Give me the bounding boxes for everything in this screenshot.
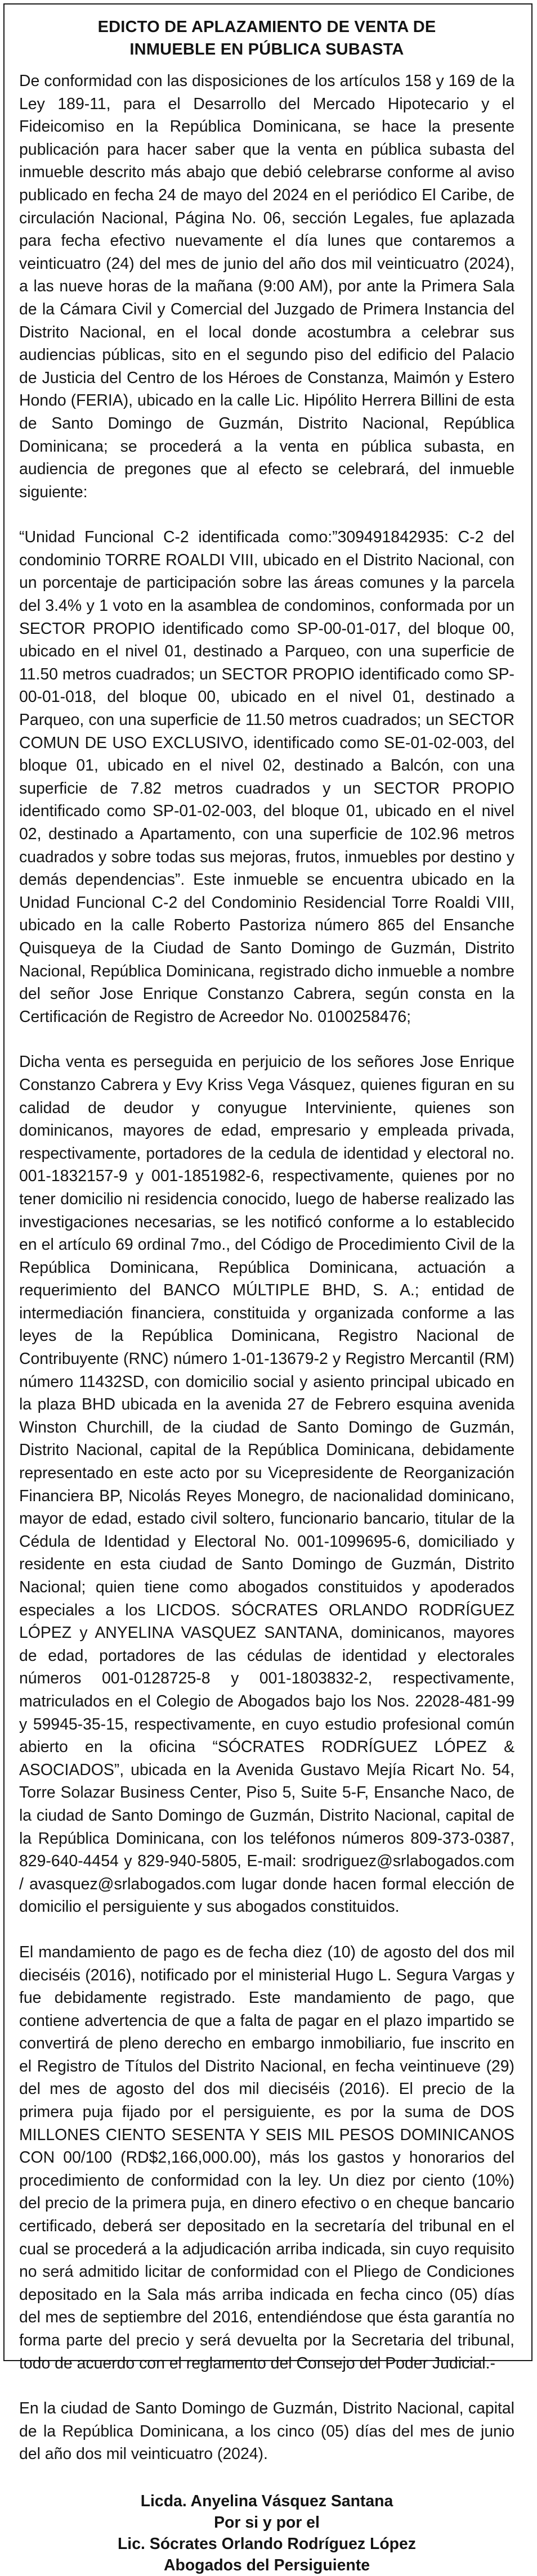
- signature-line-3: Lic. Sócrates Orlando Rodríguez López: [117, 2534, 417, 2553]
- paragraph-parties: Dicha venta es perseguida en perjuicio de los señores Jose Enrique Constanzo Cabrera y Evy Kriss Vega Vásquez, quienes figuran en su calidad de deudor y conyugue Interviniente, quienes son dominicanos, mayores de edad, empresario y empleada privada, respectivamente, portadores de la cedula de identidad y electoral no. 001-1832157-9 y 001-1851982-6, respectivamente, quienes por no tener domicilio ni residencia conocido, luego de haberse realizado las investigaciones necesarias, se les notificó conforme a lo establecido en el artículo 69 ordinal 7mo., del Código de Procedimiento Civil de la República Dominicana, República Dominicana, actuación a requerimiento del BANCO MÚLTIPLE BHD, S. A.; entidad de intermediación financiera, constituida y organizada conforme a las leyes de la República Dominicana, Registro Nacional de Contribuyente (RNC) número 1-01-13679-2 y Registro Mercantil (RM) número 11432SD, con domicilio social y asiento principal ubicado en la plaza BHD ubicada en la avenida 27 de Febrero esquina avenida Winston Churchill, de la ciudad de Santo Domingo de Guzmán, Distrito Nacional, capital de la República Dominicana, debidamente representado en este acto por su Vicepresidente de Reorganización Financiera BP, Nicolás Reyes Monegro, de nacionalidad dominicano, mayor de edad, estado civil soltero, funcionario bancario, titular de la Cédula de Identidad y Electoral No. 001-1099695-6, domiciliado y residente en esta ciudad de Santo Domingo de Guzmán, Distrito Nacional; quien tiene como abogados constituidos y apoderados especiales a los LICDOS. SÓCRATES ORLANDO RODRÍGUEZ LÓPEZ y ANYELINA VASQUEZ SANTANA, dominicanos, mayores de edad, portadores de las cédulas de identidad y electorales números 001-0128725-8 y 001-1803832-2, respectivamente, matriculados en el Colegio de Abogados bajo los Nos. 22028-481-99 y 59945-35-15, respectivamente, en cuyo estudio profesional común abierto en la oficina “SÓCRATES RODRÍGUEZ LÓPEZ & ASOCIADOS”, ubicada en la Avenida Gustavo Mejía Ricart No. 54, Torre Solazar Business Center, Piso 5, Suite 5-F, Ensanche Naco, de la ciudad de Santo Domingo de Guzmán, Distrito Nacional, capital de la República Dominicana, con los teléfonos números 809-373-0387, 829-640-4454 y 829-940-5805, E-mail: srodriguez@srlabogados.com / avasquez@srlabogados.com lugar donde hacen formal elección de domicilio el persiguiente y sus abogados constituidos.: [19, 1053, 514, 1916]
- notice-title-line-2: INMUEBLE EN PÚBLICA SUBASTA: [129, 40, 404, 58]
- legal-notice: [19, 16, 514, 2576]
- signature-line-1: Licda. Anyelina Vásquez Santana: [140, 2492, 393, 2510]
- paragraph-announcement: De conformidad con las disposiciones de los artículos 158 y 169 de la Ley 189-11, para el Desarrollo del Mercado Hipotecario y el Fideicomiso en la República Dominicana, se hace la presente publicación para hacer saber que la venta en pública subasta del inmueble descrito más abajo que debió celebrarse conforme al aviso publicado en fecha 24 de mayo del 2024 en el periódico El Caribe, de circulación Nacional, Página No. 06, sección Legales, fue aplazada para fecha efectivo nuevamente el día lunes que contaremos a veinticuatro (24) del mes de junio del año dos mil veinticuatro (2024), a las nueve horas de la mañana (9:00 AM), por ante la Primera Sala de la Cámara Civil y Comercial del Juzgado de Primera Instancia del Distrito Nacional, en el local donde acostumbra a celebrar sus audiencias públicas, sito en el segundo piso del edificio del Palacio de Justicia del Centro de los Héroes de Constanza, Maimón y Estero Hondo (FERIA), ubicado en la calle Lic. Hipólito Herrera Billini de esta de Santo Domingo de Guzmán, Distrito Nacional, República Dominicana; se procederá a la venta en pública subasta, en audiencia de pregones que al efecto se celebrará, del inmueble siguiente:: [19, 72, 514, 501]
- paragraph-date-place: En la ciudad de Santo Domingo de Guzmán, Distrito Nacional, capital de la República Dominicana, a los cinco (05) días del mes de junio del año dos mil veinticuatro (2024).: [19, 2399, 514, 2464]
- paragraph-payment-order: El mandamiento de pago es de fecha diez (10) de agosto del dos mil dieciséis (2016), notificado por el ministerial Hugo L. Segura Vargas y fue debidamente registrado. Este mandamiento de pago, que contiene advertencia de que a falta de pagar en el plazo impartido se convertirá de pleno derecho en embargo inmobiliario, fue inscrito en el Registro de Títulos del Distrito Nacional, en fecha veintinueve (29) del mes de agosto del dos mil dieciséis (2016). El precio de la primera puja fijado por el persiguiente, es por la suma de DOS MILLONES CIENTO SESENTA Y SEIS MIL PESOS DOMINICANOS CON 00/100 (RD$2,166,000.00), más los gastos y honorarios del procedimiento de conformidad con la ley. Un diez por ciento (10%) del precio de la primera puja, en dinero efectivo o en cheque bancario certificado, deberá ser depositado en la secretaría del tribunal en el cual se procederá a la adjudicación arriba indicada, sin cuyo requisito no será admitido licitar de conformidad con el Pliego de Condiciones depositado en la Sala más arriba indicada en fecha cinco (05) días del mes de septiembre del 2016, entendiéndose que ésta garantía no forma parte del precio y será devuelta por la Secretaria del tribunal, todo de acuerdo con el reglamento del Consejo del Poder Judicial.-: [19, 1943, 514, 2372]
- notice-title: [19, 16, 514, 61]
- signature-line-4: Abogados del Persiguiente: [164, 2556, 370, 2574]
- paragraph-property-description: “Unidad Funcional C-2 identificada como:”309491842935: C-2 del condominio TORRE ROALDI VIII, ubicado en el Distrito Nacional, con un porcentaje de participación sobre las áreas comunes y la parcela del 3.4% y 1 voto en la asamblea de condominos, conformada por un SECTOR PROPIO identificado como SP-00-01-017, del bloque 00, ubicado en el nivel 01, destinado a Parqueo, con una superficie de 11.50 metros cuadrados; un SECTOR PROPIO identificado como SP-00-01-018, del bloque 00, ubicado en el nivel 01, destinado a Parqueo, con una superficie de 11.50 metros cuadrados; un SECTOR COMUN DE USO EXCLUSIVO, identificado como SE-01-02-003, del bloque 01, ubicado en el nivel 02, destinado a Balcón, con una superficie de 7.82 metros cuadrados y un SECTOR PROPIO identificado como SP-01-02-003, del bloque 01, ubicado en el nivel 02, destinado a Apartamento, con una superficie de 102.96 metros cuadrados y sobre todas sus mejoras, frutos, inmuebles por destino y demás dependencias”. Este inmueble se encuentra ubicado en la Unidad Funcional C-2 del Condominio Residencial Torre Roaldi VIII, ubicado en la calle Roberto Pastoriza número 865 del Ensanche Quisqueya de la Ciudad de Santo Domingo de Guzmán, Distrito Nacional, República Dominicana, registrado dicho inmueble a nombre del señor Jose Enrique Constanzo Cabrera, según consta en la Certificación de Registro de Acreedor No. 0100258476;: [19, 528, 514, 1026]
- notice-title-line-1: EDICTO DE APLAZAMIENTO DE VENTA DE: [97, 18, 436, 36]
- signature-block: [19, 2491, 514, 2576]
- signature-line-2: Por si y por el: [214, 2513, 320, 2532]
